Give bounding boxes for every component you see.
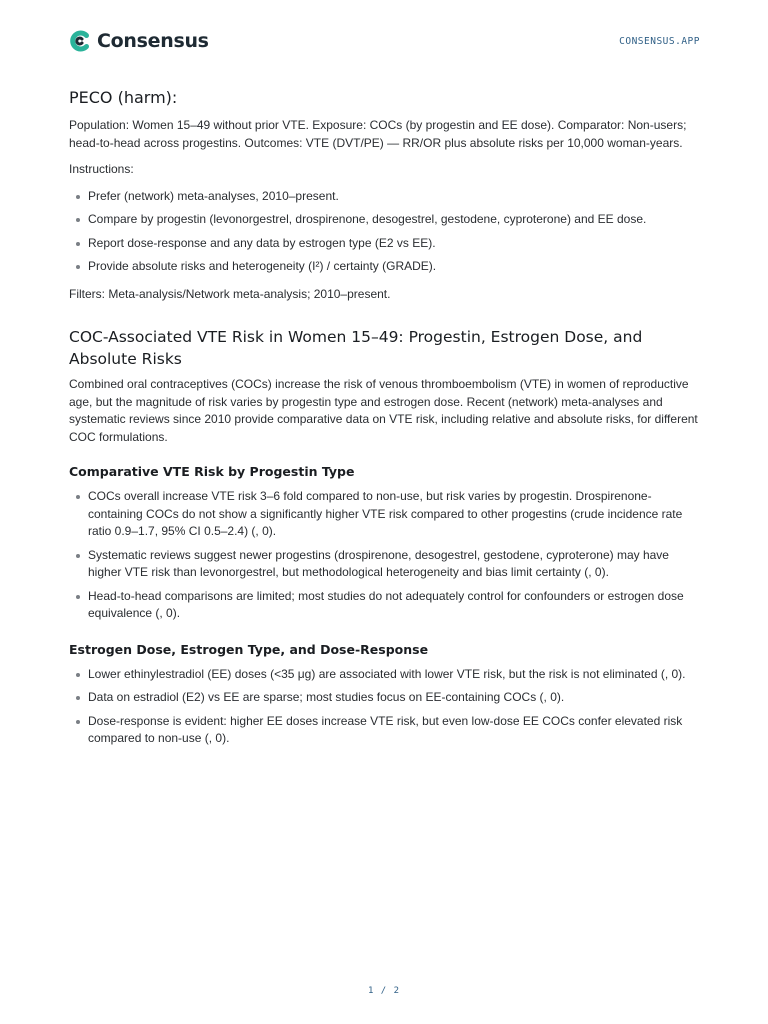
bullet-icon bbox=[76, 595, 80, 599]
bullet-icon bbox=[76, 218, 80, 222]
list-item bbox=[69, 488, 701, 541]
bullet-icon bbox=[76, 696, 80, 700]
logo-text: Consensus bbox=[97, 30, 209, 52]
bullet-icon bbox=[76, 265, 80, 269]
list-item bbox=[69, 713, 701, 748]
list-item-text: Dose-response is evident: higher EE doses increase VTE risk, but even low-dose EE COCs confer elevated risk compared to non-use (, 0). bbox=[88, 713, 683, 745]
section-heading: Comparative VTE Risk by Progestin Type bbox=[69, 464, 355, 479]
list-item bbox=[69, 211, 701, 229]
page-indicator: 1 / 2 bbox=[367, 986, 401, 996]
bullet-icon bbox=[76, 242, 80, 246]
list-item-text: Data on estradiol (E2) vs EE are sparse; most studies focus on EE-containing COCs (, 0). bbox=[88, 690, 565, 704]
section-heading: Estrogen Dose, Estrogen Type, and Dose-Response bbox=[69, 641, 429, 657]
list-item bbox=[69, 258, 701, 276]
list-item bbox=[69, 588, 701, 623]
consensus-logo-icon bbox=[69, 30, 91, 52]
list-item-text: Head-to-head comparisons are limited; most studies do not adequately control for confounders or estrogen dose equivalence (, 0). bbox=[88, 588, 684, 620]
list-item-text: Prefer (network) meta-analyses, 2010–present. bbox=[88, 188, 339, 203]
bullet-icon bbox=[76, 673, 80, 677]
instructions-label: Instructions: bbox=[69, 162, 134, 176]
list-item bbox=[69, 689, 701, 707]
list-item bbox=[69, 235, 701, 253]
list-item bbox=[69, 666, 701, 684]
list-item-text: Provide absolute risks and heterogeneity (I²) / certainty (GRADE). bbox=[88, 259, 437, 273]
page-header bbox=[69, 30, 700, 56]
bullet-icon bbox=[76, 495, 80, 499]
consensus-logo[interactable] bbox=[69, 30, 209, 52]
bullet-icon bbox=[76, 720, 80, 724]
list-item-text: COCs overall increase VTE risk 3–6 fold compared to non-use, but risk varies by progestin. Drospirenone-containing COCs do not show a significantly higher VTE risk compared to other progestins (crude incidence rate ratio 0.9–1.7, 95% CI 0.5–2.4) (, 0). bbox=[88, 489, 683, 538]
list-item bbox=[69, 547, 701, 582]
peco-title: PECO (harm): bbox=[69, 88, 178, 107]
list-item-text: Lower ethinylestradiol (EE) doses (<35 μg) are associated with lower VTE risk, but the risk is not eliminated (, 0). bbox=[88, 666, 686, 681]
article-intro: Combined oral contraceptives (COCs) increase the risk of venous thromboembolism (VTE) in women of reproductive age, but the magnitude of risk varies by progestin type and estrogen dose. Recent (network) meta-analyses and systematic reviews since 2010 provide comparative data on VTE risk, including relative and absolute risks, for different COC formulations. bbox=[69, 377, 698, 444]
list-item-text: Compare by progestin (levonorgestrel, drospirenone, desogestrel, gestodene, cyproterone) and EE dose. bbox=[88, 212, 647, 226]
article-title: COC-Associated VTE Risk in Women 15–49: Progestin, Estrogen Dose, and Absolute Risks bbox=[69, 328, 643, 368]
list-item bbox=[69, 188, 701, 206]
list-item-text: Systematic reviews suggest newer progestins (drospirenone, desogestrel, gestodene, cyproterone) may have higher VTE risk than levonorgestrel, but methodological heterogeneity and bias limit certainty (, 0). bbox=[88, 547, 669, 579]
instructions-list bbox=[69, 188, 701, 276]
peco-population: Population: Women 15–49 without prior VTE. Exposure: COCs (by progestin and EE dose). Comparator: Non-users; head-to-head across progestins. Outcomes: VTE (DVT/PE) — RR/OR plus absolute risks per 10,000 woman-years. bbox=[69, 118, 687, 150]
section-list bbox=[69, 488, 701, 623]
filters-text: Filters: Meta-analysis/Network meta-analysis; 2010–present. bbox=[69, 286, 391, 301]
document-body bbox=[69, 88, 701, 758]
list-item-text: Report dose-response and any data by estrogen type (E2 vs EE). bbox=[88, 235, 436, 250]
bullet-icon bbox=[76, 554, 80, 558]
site-link[interactable]: CONSENSUS.APP bbox=[619, 36, 700, 47]
bullet-icon bbox=[76, 195, 80, 199]
section-list bbox=[69, 666, 701, 748]
